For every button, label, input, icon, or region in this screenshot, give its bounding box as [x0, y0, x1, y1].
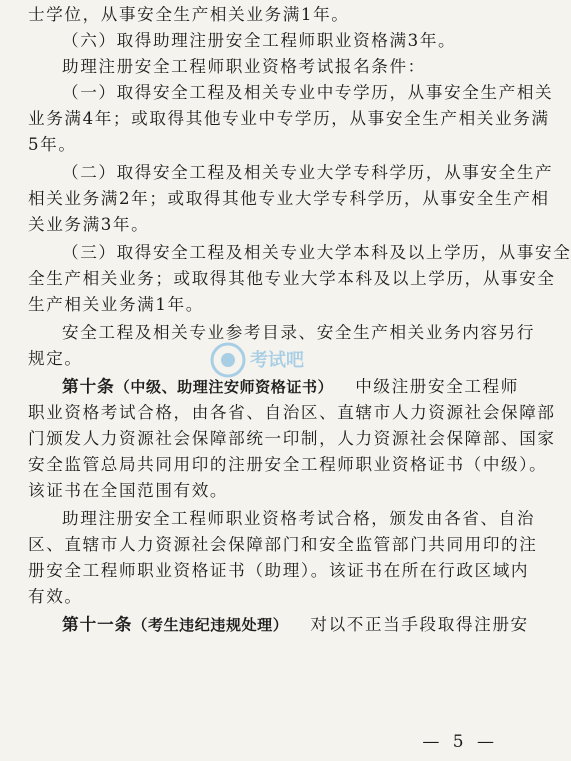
text-line: 有效。 — [28, 587, 83, 606]
article-10-text: 中级注册安全工程师 — [355, 377, 519, 396]
page-number: — 5 — — [422, 732, 498, 752]
text-line: 5年。 — [28, 135, 77, 154]
article-11-text: 对以不正当手段取得注册安 — [310, 615, 529, 634]
text-line: （二）取得安全工程及相关专业大学专科学历，从事安全生产 — [62, 163, 554, 182]
article-10-subtitle: （中级、助理注安师资格证书） — [114, 378, 334, 396]
text-line: （三）取得安全工程及相关专业大学本科及以上学历，从事安全 — [62, 243, 571, 262]
text-line: 全生产相关业务；或取得其他专业大学本科及以上学历，从事安全 — [28, 269, 556, 288]
article-11-subtitle: （考生违纪违规处理） — [132, 616, 289, 634]
text-line: 生产相关业务满1年。 — [28, 295, 204, 314]
text-line: 业务满4年；或取得其他专业中专学历，从事安全生产相关业务满 — [28, 109, 550, 128]
text-line: 该证书在全国范围有效。 — [28, 481, 229, 500]
text-line: （六）取得助理注册安全工程师职业资格满3年。 — [62, 31, 457, 50]
svg-text:考试吧: 考试吧 — [250, 350, 304, 371]
article-10-heading: 第十条 — [62, 377, 115, 396]
text-line: 士学位，从事安全生产相关业务满1年。 — [28, 5, 350, 24]
article-11-first-line — [62, 612, 529, 638]
text-line: 职业资格考试合格，由各省、自治区、直辖市人力资源社会保障部 — [28, 403, 556, 422]
text-line: 册安全工程师职业资格证书（助理）。该证书在所在行政区域内 — [28, 561, 530, 580]
watermark-logo — [206, 330, 326, 390]
text-line: 关业务满3年。 — [28, 215, 150, 234]
text-line: 区、直辖市人力资源社会保障部门和安全监管部门共同用印的注 — [28, 535, 538, 554]
text-line: 相关业务满2年；或取得其他专业大学专科学历，从事安全生产相 — [28, 189, 550, 208]
text-line: 安全工程及相关专业参考目录、安全生产相关业务内容另行 — [62, 323, 536, 342]
text-line: 门颁发人力资源社会保障部统一印制，人力资源社会保障部、国家 — [28, 429, 556, 448]
text-line: 助理注册安全工程师职业资格考试报名条件： — [62, 57, 426, 76]
text-line: （一）取得安全工程及相关专业中专学历，从事安全生产相关 — [62, 83, 554, 102]
article-11-heading: 第十一条 — [62, 615, 133, 634]
text-line: 助理注册安全工程师职业资格考试合格，颁发由各省、自治 — [62, 509, 536, 528]
text-line: 规定。 — [28, 349, 83, 368]
text-line: 安全监管总局共同用印的注册安全工程师职业资格证书（中级）。 — [28, 455, 548, 474]
